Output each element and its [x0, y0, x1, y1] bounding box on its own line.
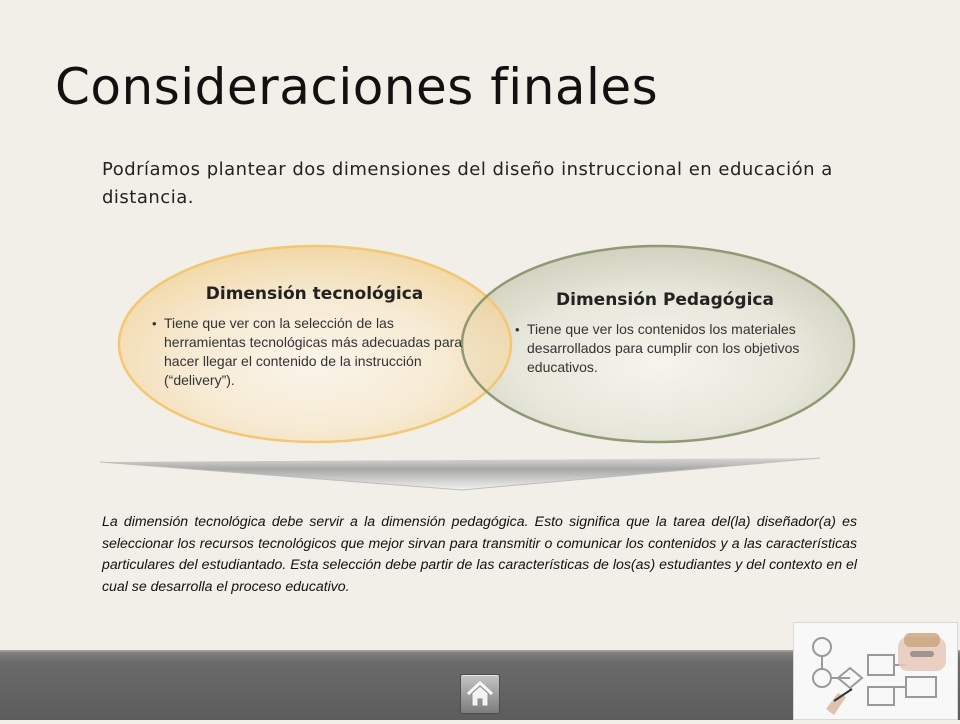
dimension-tecnologica-text: Tiene que ver con la selección de las herramientas tecnológicas más adecuadas para hacer llegar el contenido de la instrucción (“delivery”).	[164, 315, 463, 388]
home-button[interactable]	[460, 674, 500, 714]
flowchart-illustration	[794, 623, 957, 719]
dimension-pedagogica-text: Tiene que ver los contenidos los materiales desarrollados para cumplir con los objetivos educativos.	[527, 321, 800, 375]
down-arrow-shape	[100, 458, 820, 490]
decorative-image	[793, 622, 958, 720]
conclusion-text: La dimensión tecnológica debe servir a la dimensión pedagógica. Esto significa que la tarea del(la) diseñador(a) es seleccionar los recursos tecnológicos que mejor sirvan para transmitir o comunicar los contenidos y a las características particulares del estudiantado. Esta selección debe partir de las características de los(as) estudiantes y del contexto en el cual se desarrolla el proceso educativo.	[102, 513, 857, 594]
dimension-tecnologica-bullet	[152, 314, 477, 390]
slide-title: Consideraciones finales	[55, 58, 659, 116]
dimension-pedagogica-heading: Dimensión Pedagógica	[556, 290, 774, 310]
bullet-icon: •	[152, 316, 157, 331]
dimension-tecnologica	[152, 284, 477, 390]
home-icon	[465, 679, 495, 709]
dimension-pedagogica	[515, 290, 815, 377]
intro-text: Podríamos plantear dos dimensiones del diseño instruccional en educación a distancia.	[102, 159, 833, 208]
dimension-pedagogica-bullet	[515, 320, 815, 377]
dimension-tecnologica-heading: Dimensión tecnológica	[205, 284, 424, 304]
bullet-icon: •	[515, 322, 520, 337]
